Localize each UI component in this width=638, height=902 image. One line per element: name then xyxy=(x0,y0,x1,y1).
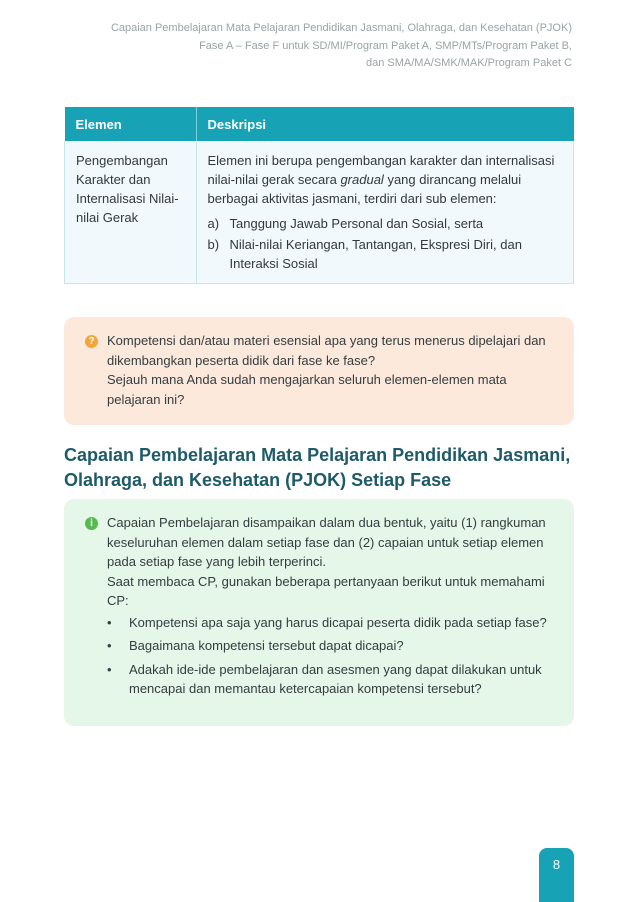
question-text-1: Kompetensi dan/atau materi esensial apa yang terus menerus dipelajari dan dikembangkan peserta didik dari fase ke fase? xyxy=(107,333,546,368)
question-icon: ? xyxy=(85,335,98,348)
deskripsi-italic-term: gradual xyxy=(340,172,384,187)
list-item xyxy=(208,235,563,273)
list-item-text: Tanggung Jawab Personal dan Sosial, serta xyxy=(229,216,484,231)
list-item-text: Nilai-nilai Keriangan, Tantangan, Ekspresi Diri, dan Interaksi Sosial xyxy=(229,237,522,271)
info-box xyxy=(64,499,574,726)
deskripsi-cell xyxy=(196,141,574,284)
question-text-2: Sejauh mana Anda sudah mengajarkan seluruh elemen-elemen mata pelajaran ini? xyxy=(107,372,507,407)
reflection-question-box xyxy=(64,317,574,425)
page-number-tab xyxy=(539,848,574,902)
info-paragraph-2: Saat membaca CP, gunakan beberapa pertanyaan berikut untuk memahami CP: xyxy=(107,573,545,608)
column-header-deskripsi: Deskripsi xyxy=(196,107,574,141)
sub-elemen-list xyxy=(208,214,563,273)
section-title: Capaian Pembelajaran Mata Pelajaran Pendidikan Jasmani, Olahraga, dan Kesehatan (PJOK) Setiap Fase xyxy=(64,445,571,490)
header-line-3: dan SMA/MA/SMK/MAK/Program Paket C xyxy=(365,57,572,69)
list-item xyxy=(107,660,552,699)
table-header-row xyxy=(65,107,574,141)
info-paragraph-1: Capaian Pembelajaran disampaikan dalam dua bentuk, yaitu (1) rangkuman keseluruhan elemen dalam setiap fase dan (2) capaian untuk setiap elemen pada setiap fase yang lebih terperinci. xyxy=(107,515,546,569)
deskripsi-text-start: Elemen ini berupa pengembangan karakter dan internalisasi nilai-nilai gerak secara xyxy=(207,153,555,187)
list-marker: a) xyxy=(207,216,220,231)
page-number: 8 xyxy=(552,857,561,872)
table-row xyxy=(65,141,574,284)
deskripsi-text-end: yang dirancang melalui berbagai aktivitas jasmani, terdiri dari sub elemen: xyxy=(207,172,522,206)
list-item xyxy=(107,636,552,656)
column-header-elemen: Elemen xyxy=(65,107,197,141)
deskripsi-text xyxy=(208,151,563,208)
list-marker: b) xyxy=(207,237,220,252)
list-item xyxy=(208,214,563,233)
info-icon: i xyxy=(85,517,98,530)
list-item xyxy=(107,613,552,633)
bullet-dot: • xyxy=(107,614,112,630)
question-bullet-list xyxy=(107,613,552,699)
list-item-text: Adakah ide-ide pembelajaran dan asesmen yang dapat dilakukan untuk mencapai dan memantau ketercapaian kompetensi tersebut? xyxy=(129,661,542,696)
header-line-1: Capaian Pembelajaran Mata Pelajaran Pendidikan Jasmani, Olahraga, dan Kesehatan (PJOK) xyxy=(110,22,572,34)
elemen-table xyxy=(64,107,574,284)
running-header xyxy=(52,20,572,73)
elemen-cell: Pengembangan Karakter dan Internalisasi Nilai-nilai Gerak xyxy=(65,141,197,284)
bullet-dot: • xyxy=(107,638,112,653)
list-item-text: Kompetensi apa saja yang harus dicapai peserta didik pada setiap fase? xyxy=(129,614,547,630)
header-line-2: Fase A – Fase F untuk SD/MI/Program Paket A, SMP/MTs/Program Paket B, xyxy=(199,39,572,52)
list-item-text: Bagaimana kompetensi tersebut dapat dicapai? xyxy=(129,638,404,653)
bullet-dot: • xyxy=(107,661,112,677)
